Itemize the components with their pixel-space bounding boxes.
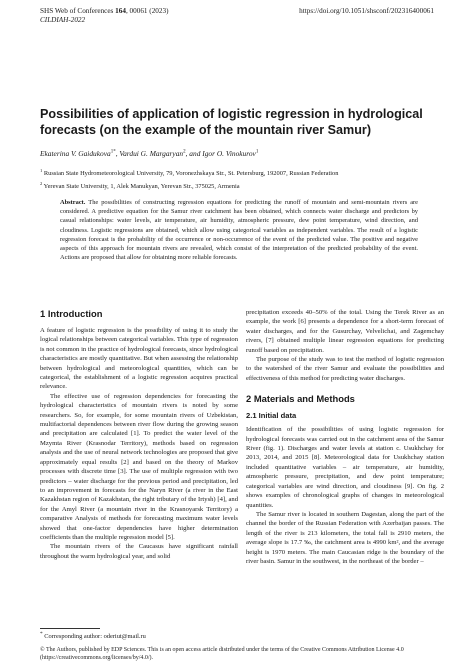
affiliation-mark: 2 [40,180,43,186]
author-separator: , [115,149,120,158]
author-affil-mark: 1 [255,149,259,155]
author-list [40,149,440,158]
affiliation [40,166,440,179]
corresponding-author-footnote [40,631,146,640]
footnote-divider [40,628,100,629]
doi-link[interactable]: https://doi.org/10.1051/shsconf/202316400061 [299,7,434,15]
affiliations [40,166,440,191]
body-paragraph: The mountain rivers of the Caucasus have significant rainfall throughout the warm hydrological year, and solid [40,543,238,560]
author-name: Ekaterina V. Gaidukova [40,149,111,158]
affiliation-mark: 1 [40,168,43,173]
body-paragraph: The Samur river is located in southern Dagestan, along the part of the channel the border of the Russian Federation with Azerbaijan passes. The length of the river is 213 kilometers, the total fall is 2910 meters, the average slope is 17.7 ‰, the catchment area is 4990 km², and the average height is 1970 meters. The main Caucasian ridge is the boundary of the river basin. Samur in the southwest, in the northeast of the border – [246,510,444,565]
affiliation-text: Yerevan State University, 1, Alek Manukyan, Yerevan Str., 375025, Armenia [43,182,240,190]
body-paragraph: Identification of the possibilities of using logistic regression for hydrological forecasts was carried out in the catchment area of the Samur River (fig. 1). Discharges and water levels at station c. Usukhchay for 2013, 2014, and 2015 [8]. Meteorological data for Usukhchay station included quantitative variables – air temperature, air humidity, atmospheric pressure, precipitation, and dew point temperature; categorical variables are wind direction, and cloudiness [9]. On fig. 2 shows examples of chronological graphs of changes in meteorological quantities. [246,426,444,509]
copyright-notice: © The Authors, published by EDP Sciences. This is an open access article distributed under the terms of the Creative Commons Attribution License 4.0 (https://creativecommons.org/licenses/by/4.0/). [40,647,404,662]
footnote-text: Corresponding author: oderiut@mail.ru [44,633,146,641]
author-affil-mark: 2 [183,149,186,155]
journal-volume: 164 [115,7,126,15]
section-heading-materials-methods: 2 Materials and Methods [246,393,355,405]
body-paragraph: precipitation exceeds 40–50% of the total. Using the Terek River as an example, the work [6] presents a dependence for a short-term forecast of water discharges, and for the Gusurchay, Velvelichai, and Zagemchay rivers, [7] obtained multiple linear regression equations for predicting runoff based on precipitation. [246,309,444,354]
article-info: , 00061 (2023) [125,7,169,15]
conference-name: CILDIAH-2022 [40,16,86,24]
body-paragraph: The purpose of the study was to test the method of logistic regression to the watershed of the river Samur and evaluate the possibilities and effectiveness of this method for predicting water discharges. [246,356,444,382]
journal-name: SHS Web of Conferences [40,7,116,15]
footnote-mark: * [40,631,43,637]
left-column [40,308,238,561]
author-separator: , and [185,149,203,158]
affiliation [40,179,440,192]
subsection-heading-initial-data: 2.1 Initial data [246,411,297,421]
abstract [60,198,418,262]
body-paragraph: The effective use of regression dependencies for forecasting the hydrological characteristics of mountain rivers is noted by some researchers. So, for example, for some mountain rivers of Uzbekistan, multifactorial dependences between river flow during the growing season and precipitation are calculated [1]. To predict the water level of the Mzymta River (Krasnodar Territory), methods based on regression analysis and the use of neural network technologies are proposed that give approximately equal results [2] and based on the theory of Markov processes with discrete time [3]. The use of multiple regression with two predictors – water discharge for the previous period and precipitation, led to an improvement in forecasts for the Naryn River (a river in the East Kazakhstan region of Kazakhstan, the right tributary of the Irtysh) [4], and for the Amyl River (a mountain river in the Krasnoyarsk Territory) a comparative Analysis of methods for forecasting maximum water levels showed that one-factor dependencies have higher determination coefficients than the multiple regression model [5]. [40,392,238,541]
affiliation-text: Russian State Hydrometeorological University, 79, Voronezhskaya Str., St. Petersburg, 192007, Russian Federation [43,170,339,178]
journal-line [40,7,168,16]
author-name: Igor O. Vinokurov [202,149,256,158]
body-paragraph: A feature of logistic regression is the possibility of using it to study the logical relationships between categorical variables. This type of regression is not common in the practice of hydrological forecasts, since hydrological characteristics are mostly quantitative. But when assessing the relationship between hydrological and meteorological quantities, which can be categorical, the establishment of a logistic regression acquires practical relevance. [40,327,238,391]
abstract-text: The possibilities of constructing regression equations for predicting the runoff of mountain and semi-mountain rivers are considered. A predictive equation for the Samur river catchment has been obtained, which connects water discharge and predictors by casual relationships: water levels, air temperature, air humidity, atmospheric pressure, dew point temperature, wind direction, and cloudiness. Logistic regressions are obtained, which allow using categorical variables as independent variables. The result of a logistic regression forecast is the probability of the occurrence or non-occurrence of the event of the predicted value. The positive and negative aspects of this approach for mountain rivers are revealed, which consist of the interpretation of the predicted probability of the event. Actions are proposed that allow for obtaining more reliable forecasts. [60,199,418,262]
right-column [246,308,444,566]
running-header [40,7,168,25]
section-heading-introduction: 1 Introduction [40,308,103,319]
author-name: Vardui G. Margaryan [119,149,184,158]
paper-title: Possibilities of application of logistic regression in hydrological forecasts (on the example of the mountain river Samur) [40,107,423,137]
abstract-label: Abstract. [60,199,86,206]
author-affil-mark: 1* [110,149,116,155]
